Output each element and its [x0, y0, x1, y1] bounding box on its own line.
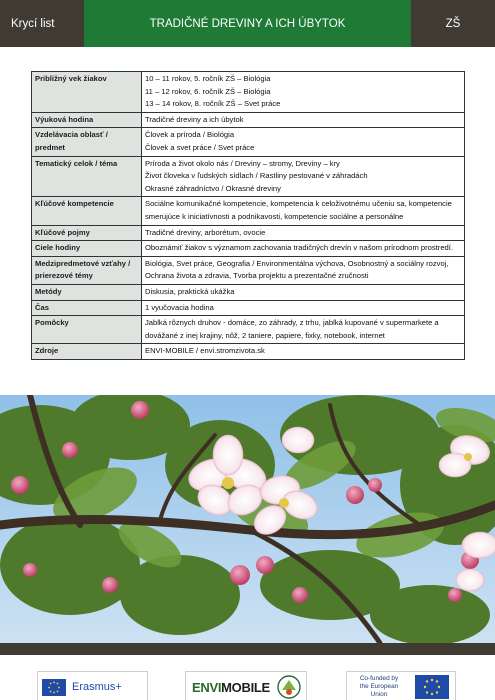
row-value-line: Oboznámiť žiakov s významom zachovania tradičných drevín v našom prírodnom prostredí. [145, 243, 453, 253]
row-value [142, 225, 465, 241]
table-row [32, 72, 465, 113]
row-key: Výuková hodina [32, 112, 142, 128]
row-value [142, 344, 465, 360]
table-row [32, 112, 465, 128]
row-value-line: Tradičné dreviny, arborétum, ovocie [145, 227, 266, 237]
row-key: Tematický celok / téma [32, 156, 142, 197]
row-key: Zdroje [32, 344, 142, 360]
table-row [32, 128, 465, 156]
row-value [142, 197, 465, 225]
envimobile-logo [185, 671, 307, 700]
table-row [32, 284, 465, 300]
row-key: Metódy [32, 284, 142, 300]
header-label-right: ZŠ [411, 0, 495, 47]
row-value-line: 10 – 11 rokov, 5. ročník ZŠ – Biológia [145, 74, 271, 83]
row-value-line: Diskusia, praktická ukážka [145, 286, 235, 296]
row-key: Čas [32, 300, 142, 316]
page-footer [0, 643, 495, 700]
row-value-line: Tradičné dreviny a ich úbytok [145, 114, 244, 124]
header-title: TRADIČNÉ DREVINY A ICH ÚBYTOK [84, 0, 411, 47]
table-row [32, 197, 465, 225]
eu-cofunded-logo [346, 671, 456, 700]
table-row [32, 344, 465, 360]
row-key: Pomôcky [32, 316, 142, 344]
header-label-left: Krycí list [0, 0, 84, 47]
row-value-line: Človek a príroda / Biológia [145, 130, 235, 140]
cover-info-table [31, 71, 465, 360]
row-value-line: ENVI-MOBILE / envi.stromzivota.sk [145, 346, 265, 356]
table-row [32, 256, 465, 284]
erasmus-logo [37, 671, 148, 700]
row-key: Kľúčové pojmy [32, 225, 142, 241]
row-value-line: dovážané z inej krajiny, nôž, 2 taniere, papiere, fixky, notebook, internet [145, 330, 385, 340]
row-value-line: Príroda a život okolo nás / Dreviny – stromy, Dreviny – kry [145, 158, 340, 168]
row-value-line: Biológia, Svet práce, Geografia / Environmentálna výchova, Osobnostný a sociálny rozvoj, [145, 258, 449, 268]
page-header [0, 0, 495, 47]
row-value-line: 11 – 12 rokov, 6. ročník ZŠ – Biológia [145, 86, 271, 96]
apple-blossom-photo [0, 395, 495, 643]
row-value-line: Život človeka v ľudských sídlach / Rastliny pestované v záhradách [145, 171, 368, 181]
row-value [142, 284, 465, 300]
row-value-line: Jablká rôznych druhov - domáce, zo záhrady, z trhu, jablká kupované v supermarkete a [145, 318, 439, 328]
row-value [142, 300, 465, 316]
row-value [142, 156, 465, 197]
table-row [32, 225, 465, 241]
row-key: Medzipredmetové vzťahy / prierezové témy [32, 256, 142, 284]
row-value-line: smerujúce k iniciatívnosti a podnikavosti, kompetencie sociálne a personálne [145, 211, 404, 221]
row-value-line: Človek a svet práce / Svet práce [145, 142, 255, 152]
row-value [142, 241, 465, 257]
eu-flag-icon [42, 679, 66, 696]
eu-cofunded-label: Co-funded by the European Union [359, 675, 399, 698]
row-value-line: Okrasné záhradníctvo / Okrasné dreviny [145, 183, 281, 193]
table-row [32, 241, 465, 257]
eu-flag-icon [415, 675, 449, 699]
row-value [142, 128, 465, 156]
row-value [142, 72, 465, 113]
erasmus-label: Erasmus+ [72, 681, 122, 693]
row-key: Približný vek žiakov [32, 72, 142, 113]
row-value [142, 256, 465, 284]
table-row [32, 156, 465, 197]
row-value-line: Ochrana života a zdravia, Tvorba projektu a prezentačné zručnosti [145, 271, 369, 281]
row-value-line: 1 vyučovacia hodina [145, 302, 214, 312]
table-row [32, 316, 465, 344]
row-key: Ciele hodiny [32, 241, 142, 257]
row-value-line: Sociálne komunikačné kompetencie, kompetencia k celoživotnému učeniu sa, kompetencie [145, 199, 452, 209]
table-row [32, 300, 465, 316]
envimobile-label: ENVIMOBILE [192, 679, 270, 695]
row-key: Vzdelávacia oblasť / predmet [32, 128, 142, 156]
envimobile-emblem-icon [276, 674, 302, 700]
row-key: Kľúčové kompetencie [32, 197, 142, 225]
row-value [142, 316, 465, 344]
row-value [142, 112, 465, 128]
row-value-line: 13 – 14 rokov, 8. ročník ZŠ – Svet práce [145, 99, 281, 109]
